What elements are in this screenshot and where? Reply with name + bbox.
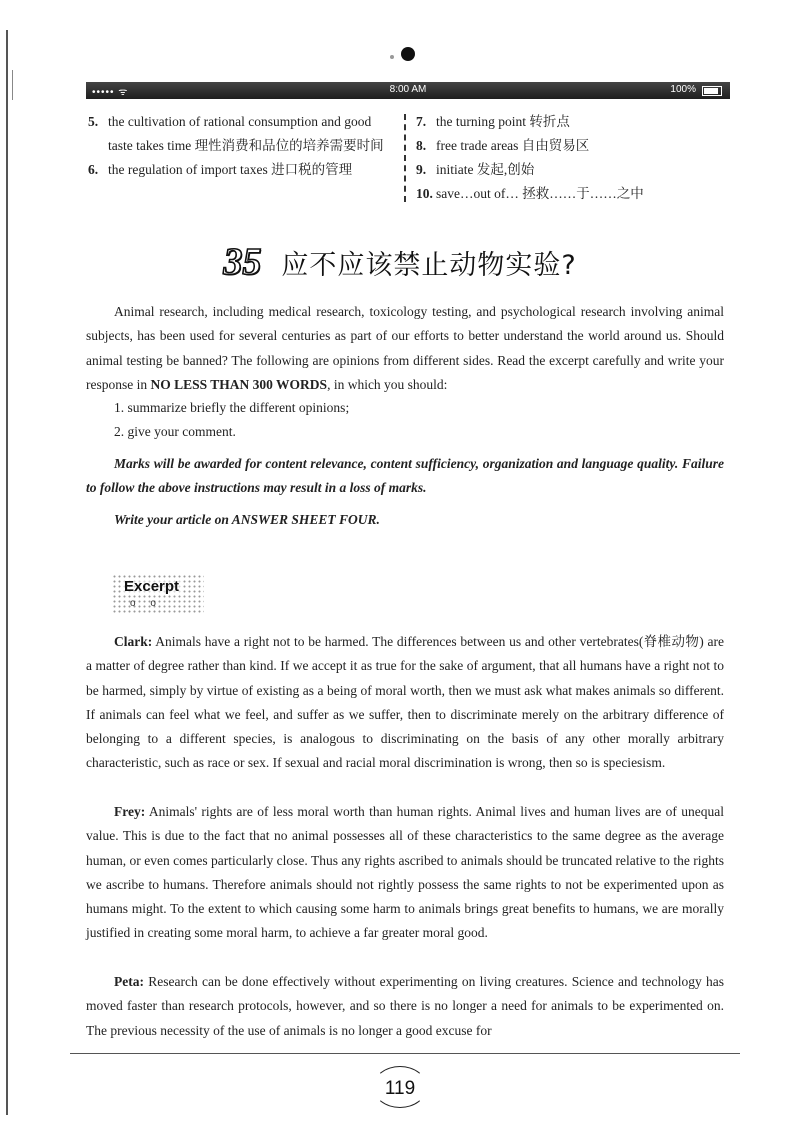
- task-list: [114, 396, 349, 444]
- vocab-number: 10.: [416, 186, 433, 201]
- camera-dot-icon: [390, 55, 394, 59]
- task-item: 1. summarize briefly the different opinions;: [114, 400, 350, 415]
- status-time: 8:00 AM: [389, 84, 427, 95]
- vocab-text: the turning point 转折点: [436, 114, 570, 129]
- page-number: 119: [367, 1069, 433, 1109]
- opinion-speaker: Peta:: [114, 974, 144, 989]
- page-edge-mark: [12, 70, 13, 100]
- page-title: [0, 240, 800, 284]
- camera-lens-icon: [401, 47, 415, 61]
- vocab-item: [416, 134, 736, 158]
- intro-paragraph: [86, 300, 724, 397]
- signal-indicator: ••••• ᯤ: [92, 87, 129, 98]
- battery-icon: [702, 86, 722, 96]
- opinion-text: Animals' rights are of less moral worth than human rights. Animal lives and human lives are of unequal value. This is due to the fact that no animal possesses all of these characteristics to the same degree as the average human, or even comes particularly close. Thus any rights ascribed to animals should be truncated relative to the rights we ascribe to humans. Therefore animals should not rightly possess the same rights to not be experimented upon as humans might. To the extent to which causing some harm to animals brings great benefits to humans, we are morally justified in creating some moral harm, to achieve a far greater moral good.: [86, 804, 724, 941]
- footer-rule: [70, 1053, 740, 1054]
- column-divider: [404, 114, 406, 202]
- opinion-paragraph: [86, 970, 724, 1043]
- excerpt-label: [112, 574, 204, 614]
- vocab-item: [88, 110, 398, 158]
- intro-text-1: Animal research, including medical research, toxicology testing, and psychological research involving animal subjects, has been used for several centuries as part of our efforts to better understand the world around us. Should animal testing be banned? The following are opinions from different sides. Read the excerpt carefully and write your response in: [86, 304, 724, 392]
- vocab-item: [88, 158, 398, 182]
- page-edge-line: [6, 30, 8, 1115]
- opinion-paragraph: [86, 800, 724, 946]
- answer-note: Write your article on ANSWER SHEET FOUR.: [114, 512, 380, 527]
- vocab-text: the regulation of import taxes 进口税的管理: [108, 162, 353, 177]
- vocab-number: 6.: [88, 162, 99, 177]
- opinion-speaker: Frey:: [114, 804, 146, 819]
- vocab-number: 9.: [416, 162, 427, 177]
- vocab-list-left: [88, 110, 398, 182]
- task-item: 2. give your comment.: [114, 424, 236, 439]
- status-bar: [86, 82, 730, 99]
- intro-emphasis: NO LESS THAN 300 WORDS: [150, 376, 328, 392]
- vocab-number: 7.: [416, 114, 427, 129]
- vocab-item: [416, 110, 736, 134]
- opinion-text: Animals have a right not to be harmed. The differences between us and other vertebrates(脊椎动物) are a matter of degree rather than kind. If we accept it as true for the sake of argument, that all humans have a right not to be harmed, simply by virtue of existing as a being of moral worth, then we must ask what makes animals so different. If animals can feel what we feel, and suffer as we suffer, then to discriminate merely on the arbitrary difference of belonging to a different species, is analogous to discriminating on the basis of any other morally arbitrary characteristic, such as race or sex. If sexual and racial moral discrimination is wrong, then so is speciesism.: [86, 634, 724, 771]
- opinion-speaker: Clark:: [114, 634, 153, 649]
- title-number: 35: [223, 241, 262, 283]
- opinion-paragraph: [86, 630, 724, 776]
- marks-note: Marks will be awarded for content relevance, content sufficiency, organization and language quality. Failure to follow the above instructions may result in a loss of marks.: [86, 456, 724, 496]
- vocab-text: free trade areas 自由贸易区: [436, 138, 590, 153]
- excerpt-title: Excerpt: [124, 578, 180, 595]
- vocab-text: initiate 发起,创始: [436, 162, 535, 177]
- vocab-text: save…out of… 拯救……于……之中: [436, 186, 644, 201]
- excerpt-decoration: o o: [130, 598, 162, 609]
- title-text: 应不应该禁止动物实验?: [281, 250, 577, 281]
- vocab-item: [416, 158, 736, 182]
- vocab-list-right: [416, 110, 736, 206]
- battery-percent: 100%: [670, 84, 696, 95]
- vocab-text: the cultivation of rational consumption and good taste takes time 理性消费和品位的培养需要时间: [108, 114, 384, 153]
- opinion-text: Research can be done effectively without experimenting on living creatures. Science and technology has moved faster than research protocols, however, and so there is no longer a need for animals to be experimented on. The previous necessity of the use of animals is no longer a good excuse for: [86, 974, 724, 1038]
- vocab-number: 5.: [88, 114, 99, 129]
- vocab-item: [416, 182, 736, 206]
- intro-text-2: , in which you should:: [327, 376, 448, 392]
- vocab-number: 8.: [416, 138, 427, 153]
